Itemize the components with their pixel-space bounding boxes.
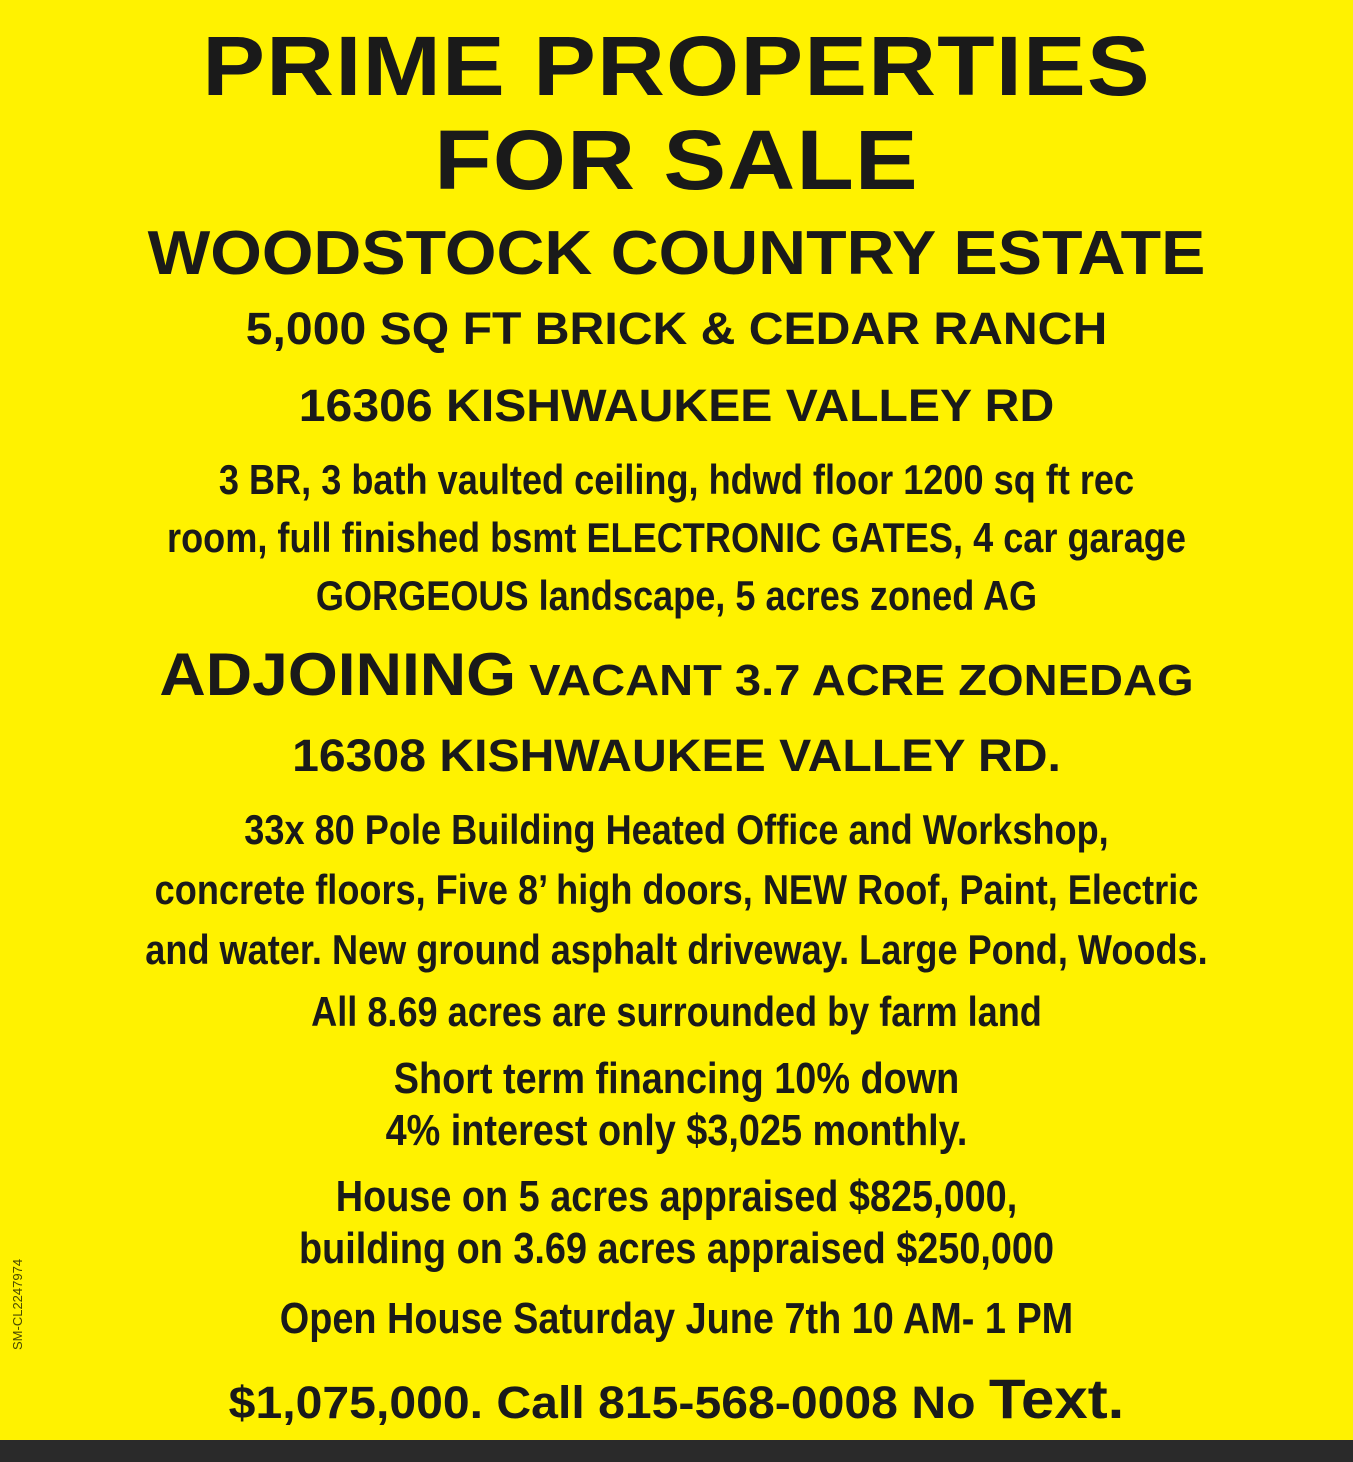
estate-description-line1: 3 BR, 3 bath vaulted ceiling, hdwd floor 1200 sq ft rec	[218, 456, 1135, 503]
adjoining-description-line3: and water. New ground asphalt driveway. Large Pond, Woods.	[145, 926, 1208, 973]
estate-address: 16306 KISHWAUKEE VALLEY RD	[298, 380, 1055, 431]
adjoining-lead: ADJOINING	[159, 641, 517, 708]
financing-line2: 4% interest only $3,025 monthly.	[385, 1106, 968, 1155]
headline-line1: PRIME PROPERTIES	[202, 19, 1151, 113]
estate-size: 5,000 SQ FT BRICK & CEDAR RANCH	[245, 303, 1108, 354]
appraisal-line2: building on 3.69 acres appraised $250,000	[298, 1224, 1055, 1273]
open-house: Open House Saturday June 7th 10 AM- 1 PM	[279, 1294, 1074, 1343]
estate-name: WOODSTOCK COUNTRY ESTATE	[147, 219, 1206, 288]
bottom-border	[0, 1440, 1353, 1462]
adjoining-description-line2: concrete floors, Five 8’ high doors, NEW Roof, Paint, Electric	[154, 866, 1199, 913]
price-line-end: Text.	[988, 1367, 1125, 1430]
ad-code: SM-CL2247974	[10, 1258, 25, 1350]
adjoining-rest: VACANT 3.7 ACRE ZONEDAG	[516, 656, 1194, 705]
price-line-main: $1,075,000. Call 815-568-0008 No	[228, 1377, 989, 1428]
price-line	[0, 1366, 1353, 1431]
adjoining-heading	[0, 640, 1353, 709]
financing-line1: Short term financing 10% down	[393, 1054, 960, 1103]
adjoining-description-line4: All 8.69 acres are surrounded by farm land	[311, 988, 1042, 1035]
adjoining-address: 16308 KISHWAUKEE VALLEY RD.	[292, 730, 1061, 781]
estate-description-line2: room, full finished bsmt ELECTRONIC GATES, 4 car garage	[167, 514, 1186, 561]
headline-line2: FOR SALE	[434, 113, 919, 207]
appraisal-line1: House on 5 acres appraised $825,000,	[335, 1172, 1018, 1221]
adjoining-description-line1: 33x 80 Pole Building Heated Office and Workshop,	[244, 806, 1109, 853]
estate-description-line3: GORGEOUS landscape, 5 acres zoned AG	[315, 572, 1038, 619]
